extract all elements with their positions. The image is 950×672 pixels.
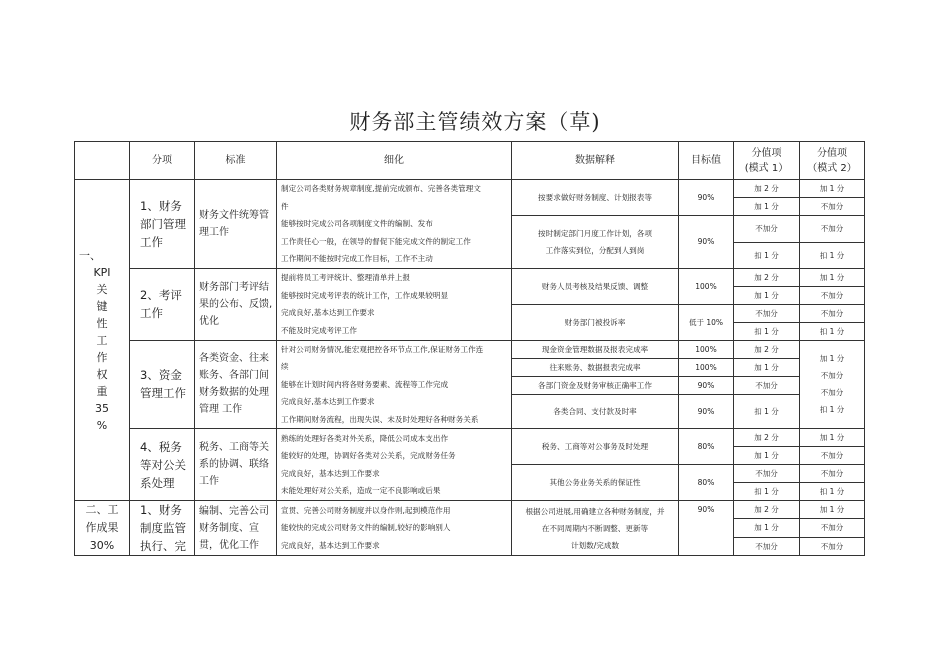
score-mode1: 不加分 (734, 537, 800, 555)
standard-cell: 财务部门考评结 果的公布、反馈, 优化 (195, 268, 277, 340)
subitem-finance-mgmt: 1、财务 部门管理 工作 (130, 180, 195, 269)
header-fenxiang: 分项 (130, 142, 195, 180)
target-cell: 90% (679, 501, 734, 556)
score-mode1: 扣 1 分 (734, 394, 800, 428)
score-mode2: 不加分 (800, 286, 865, 304)
score-mode1: 加 1 分 (734, 286, 800, 304)
data-explain-cell: 现金资金管理数据及报表完成率 (512, 340, 679, 358)
standard-cell: 各类资金、往来 账务、各部门间 财务数据的处理 管理 工作 (195, 340, 277, 429)
detail-cell: 熟练的处理好各类对外关系，降低公司成本支出作 能较好的处理，协调好各类对公关系，完成财务任务 完成良好，基本达到工作要求 未能处理好对公关系，造成一定不良影响或后果 (277, 429, 512, 501)
header-row (75, 142, 865, 180)
score-mode1: 加 2 分 (734, 180, 800, 198)
target-cell: 90% (679, 394, 734, 428)
data-explain-cell: 财务部门被投诉率 (512, 304, 679, 340)
target-cell: 90% (679, 376, 734, 394)
target-cell: 100% (679, 358, 734, 376)
score-mode1: 不加分 (734, 465, 800, 483)
subitem-supervision: 1、财务 制度监管 执行、完 (130, 501, 195, 556)
score-mode2: 加 1 分 (800, 180, 865, 198)
target-cell: 80% (679, 429, 734, 465)
score-mode2: 不加分 (800, 519, 865, 537)
table-row (75, 501, 865, 519)
score-mode1: 加 1 分 (734, 358, 800, 376)
score-mode2: 扣 1 分 (800, 322, 865, 340)
score-mode2: 不加分 (800, 537, 865, 555)
score-mode1: 加 2 分 (734, 268, 800, 286)
score-mode1: 加 2 分 (734, 429, 800, 447)
score-mode2-merged: 加 1 分 不加分 不加分 扣 1 分 (800, 340, 865, 429)
table-row (75, 429, 865, 447)
target-cell: 100% (679, 268, 734, 304)
page-title: 财务部主管绩效方案（草) (349, 110, 601, 134)
score-mode2: 不加分 (800, 304, 865, 322)
score-mode2: 加 1 分 (800, 268, 865, 286)
subitem-funds: 3、资金 管理工作 (130, 340, 195, 429)
target-cell: 80% (679, 465, 734, 501)
data-explain-cell: 按要求做好财务制度、计划报表等 (512, 180, 679, 216)
data-explain-cell: 财务人员考核及结果反馈、调整 (512, 268, 679, 304)
score-mode2: 不加分 (800, 198, 865, 216)
header-mode1: 分值项 (模式 1） (734, 142, 800, 180)
detail-cell: 提前将员工考评统计、整理清单并上报 能够按时完成考评表的统计工作，工作成果较明显 完成良好,基本达到工作要求 不能及时完成考评工作 (277, 268, 512, 340)
standard-cell: 税务、工商等关 系的协调、联络 工作 (195, 429, 277, 501)
data-explain-cell: 各部门资金及财务审核正确率工作 (512, 376, 679, 394)
target-cell: 90% (679, 216, 734, 269)
score-mode1: 加 1 分 (734, 198, 800, 216)
header-xihua: 细化 (277, 142, 512, 180)
score-mode1: 不加分 (734, 304, 800, 322)
detail-cell: 针对公司财务情况,能宏观把控各环节点工作,保证财务工作连 续 能够在计划时间内将各财务要素、流程等工作完成 完成良好,基本达到工作要求 工作期间财务流程，出现失误、未及时处理好各种财务关系 (277, 340, 512, 429)
score-mode1: 加 1 分 (734, 519, 800, 537)
detail-cell: 制定公司各类财务规章制度,提前完成颁布、完善各类管理文 件 能够按时完成公司各项制度文件的编制、发布 工作责任心一般，在领导的督促下能完成文件的制定工作 工作期间不能按时完成工作目标，工作不主动 (277, 180, 512, 269)
header-biaozhun: 标准 (195, 142, 277, 180)
score-mode1: 加 1 分 (734, 447, 800, 465)
subitem-evaluation: 2、考评 工作 (130, 268, 195, 340)
standard-cell: 财务文件统筹管 理工作 (195, 180, 277, 269)
header-mubiao: 目标值 (679, 142, 734, 180)
standard-cell: 编制、完善公司 财务制度、宣 贯，优化工作 (195, 501, 277, 556)
target-cell: 90% (679, 180, 734, 216)
score-mode1: 扣 1 分 (734, 242, 800, 268)
score-mode1: 扣 1 分 (734, 322, 800, 340)
score-mode2: 不加分 (800, 465, 865, 483)
data-explain-cell: 各类合同、支付款及时率 (512, 394, 679, 428)
header-mode2: 分值项 （模式 2） (800, 142, 865, 180)
score-mode1: 加 2 分 (734, 340, 800, 358)
data-explain-cell: 其他公务业务关系的保证性 (512, 465, 679, 501)
data-explain-cell: 往来账务、数据报表完成率 (512, 358, 679, 376)
score-mode1: 扣 1 分 (734, 483, 800, 501)
header-shuju: 数据解释 (512, 142, 679, 180)
score-mode2: 扣 1 分 (800, 483, 865, 501)
performance-table (74, 141, 865, 556)
data-explain-cell: 根据公司进展,用确建立各种财务制度，并 在不同周期内不断调整、更新等 计划数/完成数 (512, 501, 679, 556)
header-empty (75, 142, 130, 180)
score-mode1: 不加分 (734, 216, 800, 243)
detail-cell: 宣贯、完善公司财务制度并以身作则,起到模范作用 能较快的完成公司财务文件的编制,较好的影响别人 完成良好，基本达到工作要求 (277, 501, 512, 556)
score-mode1: 加 2 分 (734, 501, 800, 519)
data-explain-cell: 按时制定部门月度工作计划，各项 工作落实到位，分配到人到岗 (512, 216, 679, 269)
subitem-tax: 4、税务 等对公关 系处理 (130, 429, 195, 501)
score-mode1: 不加分 (734, 376, 800, 394)
score-mode2: 加 1 分 (800, 429, 865, 447)
table-row (75, 268, 865, 286)
data-explain-cell: 税务、工商等对公事务及时处理 (512, 429, 679, 465)
section-results: 二、工 作成果 30% (75, 501, 130, 556)
score-mode2: 扣 1 分 (800, 242, 865, 268)
score-mode2: 不加分 (800, 447, 865, 465)
target-cell: 低于 10% (679, 304, 734, 340)
section-kpi: 一、 KPI 关 键 性 工 作 权 重 35 % (75, 180, 130, 501)
target-cell: 100% (679, 340, 734, 358)
table-row (75, 180, 865, 198)
score-mode2: 不加分 (800, 216, 865, 243)
score-mode2: 加 1 分 (800, 501, 865, 519)
table-row (75, 340, 865, 358)
